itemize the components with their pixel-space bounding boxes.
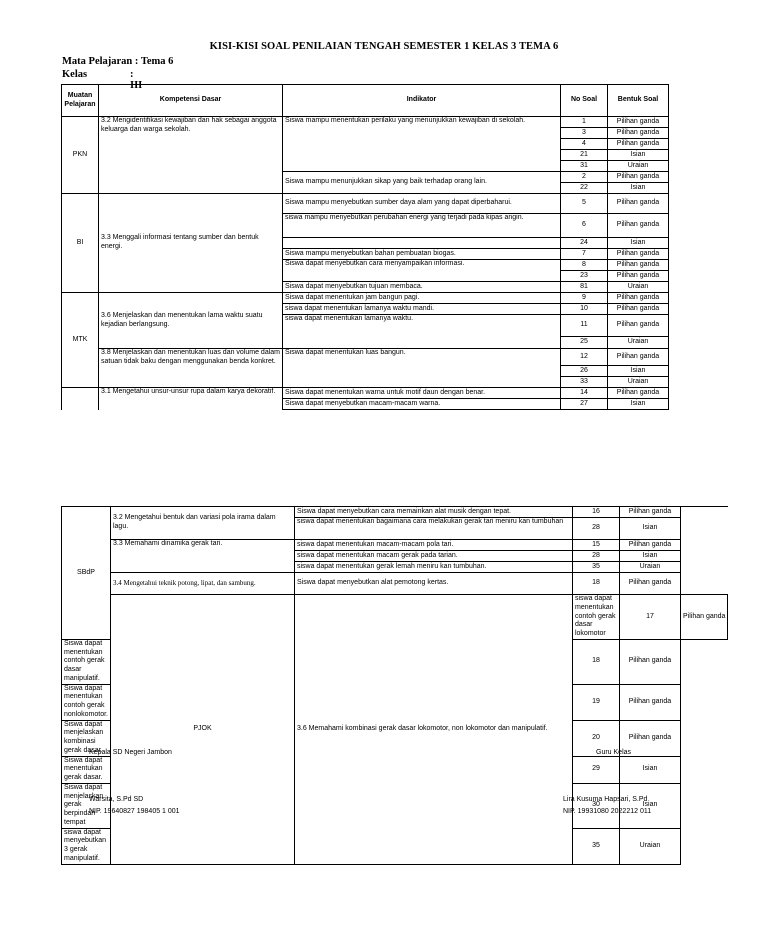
subject-cell: PJOK (110, 595, 294, 865)
no-soal-cell: 12 (561, 349, 608, 366)
indikator-cell: siswa dapat menentukan lamanya waktu. (283, 315, 561, 349)
bentuk-soal-cell: Isian (608, 183, 669, 194)
no-soal-cell: 35 (572, 562, 619, 573)
col-header-muatan: Muatan Pelajaran (62, 85, 99, 117)
indikator-cell: siswa dapat menentukan macam-macam pola tari. (294, 540, 572, 551)
no-soal-cell: 28 (572, 518, 619, 540)
bentuk-soal-cell: Pilihan ganda (608, 214, 669, 238)
table-row (62, 573, 728, 595)
indikator-cell: Siswa dapat menentukan contoh gerak dasar manipulatif. (62, 639, 111, 684)
kd-cell: 3.2 Mengetahui bentuk dan variasi pola irama dalam lagu. (110, 507, 294, 540)
indikator-cell: Siswa dapat menjelaskan gerak berpindah tempat (62, 783, 111, 828)
no-soal-cell: 9 (561, 293, 608, 304)
bentuk-soal-cell: Pilihan ganda (608, 128, 669, 139)
indikator-cell: siswa dapat menentukan bagaimana cara melakukan gerak tari meniru kan tumbuhan (294, 518, 572, 540)
bentuk-soal-cell: Isian (619, 551, 680, 562)
col-header-bentuk-soal: Bentuk Soal (608, 85, 669, 117)
indikator-cell: siswa mampu menyebutkan perubahan energi yang terjadi pada kipas angin. (283, 214, 561, 238)
indikator-cell: siswa dapat menentukan gerak lemah meniru kan tumbuhan. (294, 562, 572, 573)
no-soal-cell: 22 (561, 183, 608, 194)
signature-right-name: Lira Kusuma Hapsari, S.Pd (563, 796, 648, 803)
bentuk-soal-cell: Pilihan ganda (608, 349, 669, 366)
subject-cell: MTK (62, 293, 99, 388)
indikator-cell: Siswa mampu menentukan perilaku yang menunjukkan kewajiban di sekolah. (283, 117, 561, 172)
indikator-cell: Siswa dapat menyebutkan cara menyampaikan informasi. (283, 260, 561, 282)
kd-cell: 3.4 Mengetahui teknik potong, lipat, dan sambung. (110, 573, 294, 595)
table-row (62, 194, 669, 214)
mata-pelajaran-line: Mata Pelajaran : Tema 6 (62, 56, 174, 67)
no-soal-cell: 11 (561, 315, 608, 337)
no-soal-cell: 25 (561, 337, 608, 349)
indikator-cell: siswa dapat menyebutkan 3 gerak manipulatif. (62, 828, 111, 864)
kd-cell: 3.8 Menjelaskan dan menentukan luas dan volume dalam satuan tidak baku dengan menggunakan benda konkret. (99, 349, 283, 388)
bentuk-soal-cell: Isian (608, 366, 669, 377)
kisi-kisi-table (61, 84, 669, 410)
bentuk-soal-cell: Uraian (608, 161, 669, 172)
bentuk-soal-cell: Pilihan ganda (608, 271, 669, 282)
bentuk-soal-cell: Uraian (608, 377, 669, 388)
bentuk-soal-cell: Pilihan ganda (619, 573, 680, 595)
signature-right-nip: NIP. 19931080 2022212 011 (563, 808, 652, 815)
kelas-label: Kelas (62, 69, 88, 80)
bentuk-soal-cell: Isian (608, 150, 669, 161)
bentuk-soal-cell: Pilihan ganda (608, 304, 669, 315)
signature-right-title: Guru Kelas (596, 749, 632, 756)
subject-cell: PKN (62, 117, 99, 194)
no-soal-cell: 27 (561, 399, 608, 410)
no-soal-cell: 14 (561, 388, 608, 399)
no-soal-cell: 26 (561, 366, 608, 377)
indikator-cell: Siswa dapat menentukan jam bangun pagi. (283, 293, 561, 304)
no-soal-cell: 6 (561, 214, 608, 238)
indikator-cell: Siswa mampu menyebutkan bahan pembuatan biogas. (283, 249, 561, 260)
kd-cell: 3.2 Mengidentifikasi kewajiban dan hak sebagai anggota keluarga dan warga sekolah. (99, 117, 283, 194)
kelas-line (62, 69, 143, 91)
no-soal-cell: 4 (561, 139, 608, 150)
no-soal-cell: 16 (572, 507, 619, 518)
table-row (62, 293, 669, 304)
kelas-value: : III (130, 69, 143, 91)
subject-cell: BI (62, 194, 99, 293)
no-soal-cell: 24 (561, 238, 608, 249)
bentuk-soal-cell: Pilihan ganda (619, 684, 680, 720)
indikator-cell: Siswa mampu menunjukkan sikap yang baik terhadap orang lain. (283, 172, 561, 194)
indikator-cell: siswa dapat menentukan lamanya waktu mandi. (283, 304, 561, 315)
no-soal-cell: 2 (561, 172, 608, 183)
bentuk-soal-cell: Isian (619, 518, 680, 540)
kd-cell: 3.6 Menjelaskan dan menentukan lama waktu suatu kejadian berlangsung. (99, 293, 283, 349)
table-row (62, 595, 728, 640)
bentuk-soal-cell: Isian (619, 756, 680, 783)
kd-cell: 3.6 Memahami kombinasi gerak dasar lokomotor, non lokomotor dan manipulatif. (294, 595, 572, 865)
indikator-cell: Siswa dapat menentukan gerak dasar. (62, 756, 111, 783)
col-header-kd: Kompetensi Dasar (99, 85, 283, 117)
no-soal-cell: 7 (561, 249, 608, 260)
kd-cell: 3.1 Mengetahui unsur-unsur rupa dalam karya dekoratif. (99, 388, 283, 410)
table-row (62, 349, 669, 366)
indikator-cell: Siswa dapat menjelaskan kombinasi gerak dasar. (62, 720, 111, 756)
bentuk-soal-cell: Pilihan ganda (608, 172, 669, 183)
no-soal-cell: 20 (572, 720, 619, 756)
bentuk-soal-cell: Pilihan ganda (619, 540, 680, 551)
no-soal-cell: 23 (561, 271, 608, 282)
indikator-cell: Siswa dapat menyebutkan tujuan membaca. (283, 282, 561, 293)
bentuk-soal-cell: Uraian (608, 337, 669, 349)
indikator-cell-empty (283, 238, 561, 249)
bentuk-soal-cell: Pilihan ganda (680, 595, 727, 640)
indikator-cell: Siswa dapat menyebutkan macam-macam warna. (283, 399, 561, 410)
bentuk-soal-cell: Pilihan ganda (608, 260, 669, 271)
bentuk-soal-cell: Pilihan ganda (608, 293, 669, 304)
no-soal-cell: 30 (572, 783, 619, 828)
indikator-cell: Siswa dapat menentukan warna untuk motif daun dengan benar. (283, 388, 561, 399)
signature-left-title: Kepala SD Negeri Jambon (89, 749, 172, 756)
bentuk-soal-cell: Pilihan ganda (619, 639, 680, 684)
no-soal-cell: 29 (572, 756, 619, 783)
no-soal-cell: 3 (561, 128, 608, 139)
col-header-no-soal: No Soal (561, 85, 608, 117)
indikator-cell: Siswa dapat menentukan contoh gerak nonlokomotor. (62, 684, 111, 720)
no-soal-cell: 1 (561, 117, 608, 128)
subject-cell-empty (62, 388, 99, 410)
no-soal-cell: 10 (561, 304, 608, 315)
bentuk-soal-cell: Pilihan ganda (608, 139, 669, 150)
no-soal-cell: 81 (561, 282, 608, 293)
table-row (62, 507, 728, 518)
bentuk-soal-cell: Pilihan ganda (608, 315, 669, 337)
table-row (62, 388, 669, 399)
table-row (62, 540, 728, 551)
indikator-cell: Siswa mampu menyebutkan sumber daya alam yang dapat diperbaharui. (283, 194, 561, 214)
indikator-cell: siswa dapat menentukan contoh gerak dasar lokomotor (572, 595, 619, 640)
indikator-cell: Siswa dapat menentukan luas bangun. (283, 349, 561, 388)
bentuk-soal-cell: Pilihan ganda (608, 249, 669, 260)
document-title: KISI-KISI SOAL PENILAIAN TENGAH SEMESTER 1 KELAS 3 TEMA 6 (209, 41, 559, 52)
no-soal-cell: 28 (572, 551, 619, 562)
bentuk-soal-cell: Pilihan ganda (619, 720, 680, 756)
indikator-cell: siswa dapat menentukan macam gerak pada tarian. (294, 551, 572, 562)
no-soal-cell: 8 (561, 260, 608, 271)
no-soal-cell: 18 (572, 639, 619, 684)
no-soal-cell: 18 (572, 573, 619, 595)
signature-left-name: Warsita, S.Pd SD (89, 796, 144, 803)
indikator-cell: Siswa dapat menyebutkan alat pemotong kertas. (294, 573, 572, 595)
bentuk-soal-cell: Pilihan ganda (619, 507, 680, 518)
no-soal-cell: 15 (572, 540, 619, 551)
kd-cell: 3.3 Menggali informasi tentang sumber dan bentuk energi. (99, 194, 283, 293)
bentuk-soal-cell: Isian (608, 238, 669, 249)
no-soal-cell: 5 (561, 194, 608, 214)
bentuk-soal-cell: Isian (619, 783, 680, 828)
col-header-indikator: Indikator (283, 85, 561, 117)
table-header-row (62, 85, 669, 117)
no-soal-cell: 35 (572, 828, 619, 864)
bentuk-soal-cell: Isian (608, 399, 669, 410)
bentuk-soal-cell: Pilihan ganda (608, 194, 669, 214)
subject-cell: SBdP (62, 507, 111, 640)
no-soal-cell: 21 (561, 150, 608, 161)
signature-left-nip: NIP. 19640827 198405 1 001 (89, 808, 180, 815)
bentuk-soal-cell: Pilihan ganda (608, 388, 669, 399)
table-row (62, 117, 669, 128)
no-soal-cell: 33 (561, 377, 608, 388)
bentuk-soal-cell: Uraian (608, 282, 669, 293)
bentuk-soal-cell: Uraian (619, 828, 680, 864)
no-soal-cell: 31 (561, 161, 608, 172)
bentuk-soal-cell: Uraian (619, 562, 680, 573)
no-soal-cell: 17 (619, 595, 680, 640)
indikator-cell: Siswa dapat menyebutkan cara memainkan alat musik dengan tepat. (294, 507, 572, 518)
bentuk-soal-cell: Pilihan ganda (608, 117, 669, 128)
kd-cell: 3.3 Memahami dinamika gerak tari. (110, 540, 294, 573)
no-soal-cell: 19 (572, 684, 619, 720)
